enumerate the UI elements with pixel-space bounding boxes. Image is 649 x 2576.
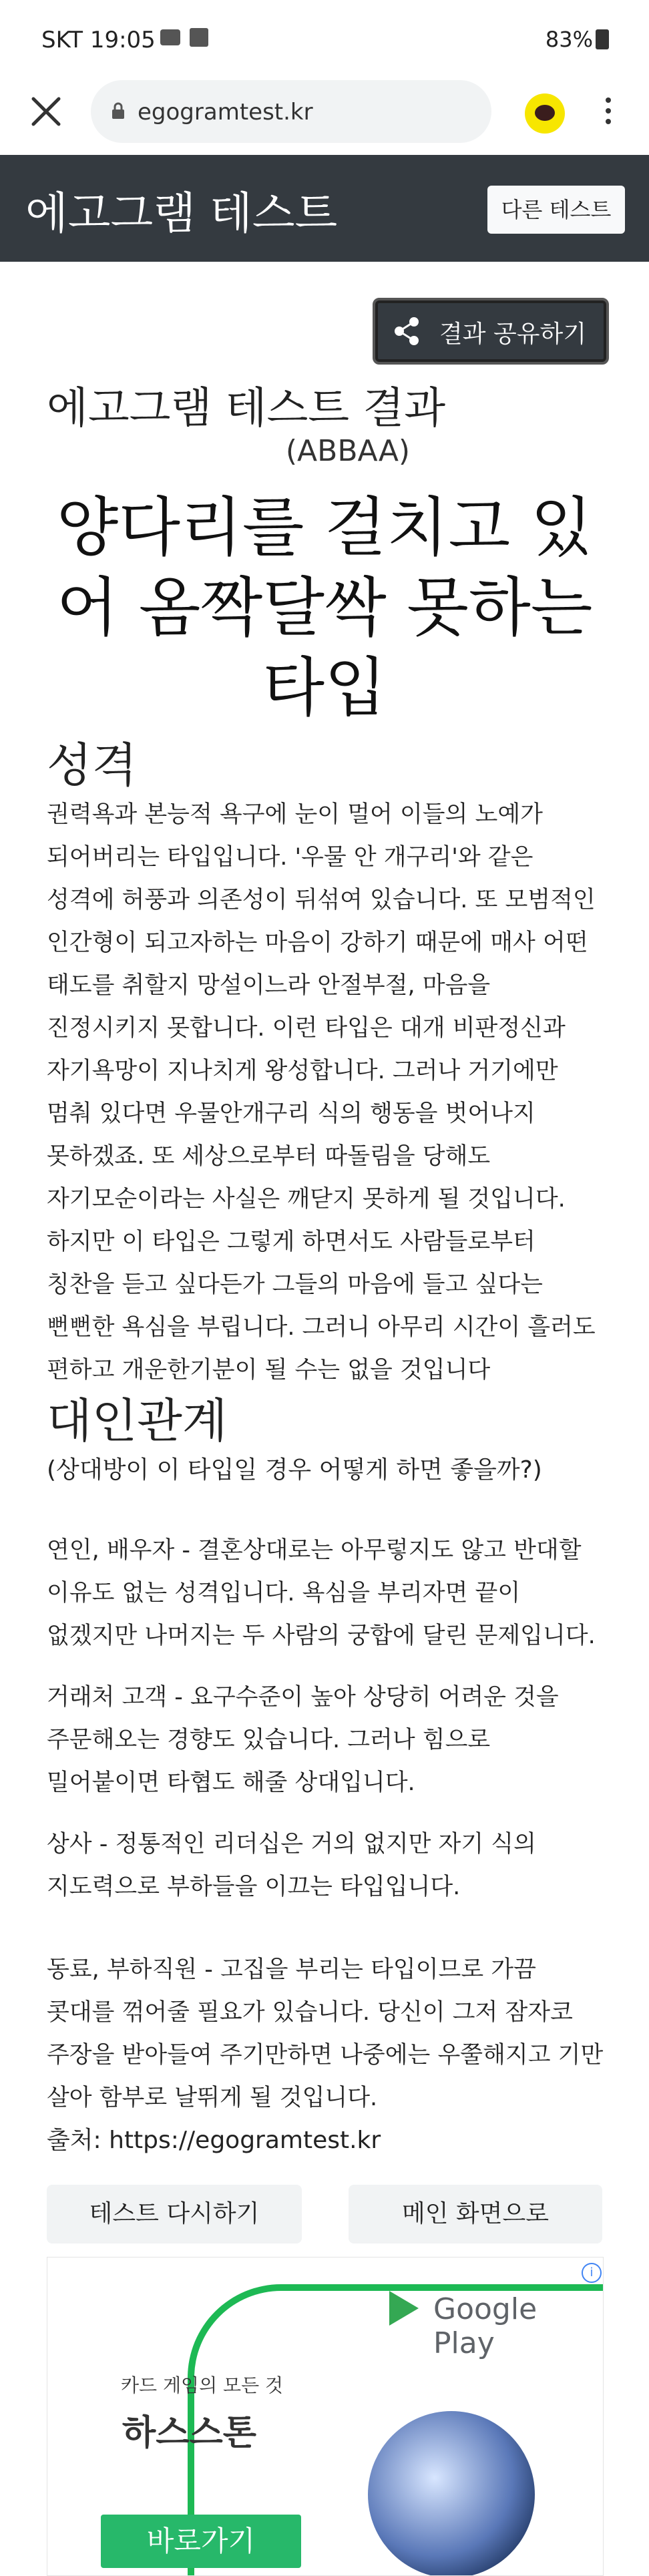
personality-title: 성격 [47, 738, 138, 793]
ad-hero-image [368, 2411, 535, 2576]
share-result-button[interactable] [373, 298, 609, 365]
message-icon [160, 29, 180, 45]
status-bar [0, 0, 649, 73]
relation-boss: 상사 - 정통적인 리더십은 거의 없지만 자기 식의 지도력으로 부하들을 이끄는 타입입니다. [47, 1831, 536, 1900]
ad-game-title: 하스스톤 [122, 2413, 256, 2453]
source-line: 출처: https://egogramtest.kr [47, 2127, 381, 2154]
status-time: SKT 19:05 [41, 27, 156, 53]
result-heading: 에고그램 테스트 결과 [47, 384, 446, 433]
share-icon [394, 316, 421, 346]
ad-store-name: Google Play [433, 2292, 537, 2360]
relations-title: 대인관계 [47, 1393, 228, 1448]
other-test-button[interactable]: 다른 테스트 [487, 186, 625, 234]
relation-client: 거래처 고객 - 요구수준이 높아 상당히 어려운 것을 주문해오는 경향도 있습니다. 그러나 힘으로 밀어붙이면 타협도 해줄 상대입니다. [47, 1684, 559, 1796]
ad-info-icon[interactable]: i [582, 2263, 602, 2283]
ad-subtitle: 카드 게임의 모든 것 [121, 2374, 284, 2396]
battery-level: 83% [545, 27, 593, 52]
action-buttons [47, 2185, 602, 2243]
lock-icon [111, 102, 126, 120]
share-button-label: 결과 공유하기 [439, 320, 587, 348]
more-menu-icon[interactable] [598, 93, 618, 134]
url-text: egogramtest.kr [138, 99, 313, 126]
browser-toolbar [0, 73, 649, 154]
gallery-icon [190, 28, 208, 47]
site-header [0, 155, 649, 262]
relations-subtitle: (상대방이 이 타입일 경우 어떻게 하면 좋을까?) [47, 1456, 542, 1484]
google-play-icon [389, 2291, 419, 2326]
relation-colleague: 동료, 부하직원 - 고집을 부리는 타입이므로 가끔 콧대를 꺾어줄 필요가 있습니다. 당신이 그저 잠자코 주장을 받아들여 주기만하면 나중에는 우쭐해지고 기만 살아 함부로 날뛰게 될 것입니다. [47, 1956, 604, 2111]
retry-test-button[interactable]: 테스트 다시하기 [47, 2185, 302, 2243]
ad-cta-button[interactable]: 바로가기 [101, 2515, 301, 2568]
battery-icon [596, 29, 609, 49]
relation-partner: 연인, 배우자 - 결혼상대로는 아무렇지도 않고 반대할 이유도 없는 성격입니다. 욕심을 부리자면 끝이 없겠지만 나머지는 두 사람의 궁합에 달린 문제입니다. [47, 1537, 596, 1649]
address-bar[interactable] [91, 80, 491, 143]
status-right [546, 27, 609, 52]
site-brand[interactable]: 에고그램 테스트 [25, 188, 338, 239]
personality-text: 권력욕과 본능적 욕구에 눈이 멀어 이들의 노예가 되어버리는 타입입니다. '우물 안 개구리'와 같은 성격에 허풍과 의존성이 뒤섞여 있습니다. 또 모범적인 인간형이 되고자하는 마음이 강하기 때문에 매사 어떤 태도를 취할지 망설이느라 안절부절, 마음을 진정시키지 못합니다. 이런 타입은 대개 비판정신과 자기욕망이 지나치게 왕성합니다. 그러나 거기에만 멈춰 있다면 우물안개구리 식의 행동을 벗어나지 못하겠죠. 또 세상으로부터 따돌림을 당해도 자기모순이라는 사실은 깨닫지 못하게 될 것입니다. 하지만 이 타입은 그렇게 하면서도 사람들로부터 칭찬을 듣고 싶다든가 그들의 마음에 들고 싶다는 뻔뻔한 욕심을 부립니다. 그러니 아무리 시간이 흘러도 편하고 개운한기분이 될 수는 없을 것입니다 [47, 801, 596, 1383]
result-code: (ABBAA) [285, 434, 411, 468]
close-icon[interactable] [29, 95, 63, 128]
main-screen-button[interactable]: 메인 화면으로 [349, 2185, 602, 2243]
kakao-talk-icon[interactable] [525, 93, 565, 134]
advertisement[interactable] [47, 2257, 604, 2576]
type-title: 양다리를 걸치고 있어 옴짝달싹 못하는 타입 [56, 490, 593, 725]
